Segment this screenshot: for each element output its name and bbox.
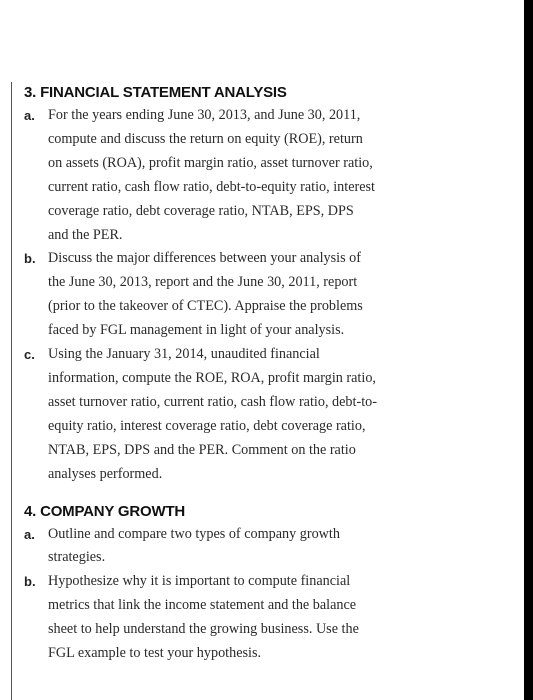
question-item (24, 343, 504, 486)
text-line: asset turnover ratio, current ratio, cash flow ratio, debt-to- (48, 393, 377, 410)
question-letter: a. (24, 526, 35, 542)
text-line: (prior to the takeover of CTEC). Appraise the problems (48, 298, 363, 315)
text-line: coverage ratio, debt coverage ratio, NTAB, EPS, DPS (48, 202, 354, 219)
question-text (48, 570, 504, 666)
text-line: sheet to help understand the growing business. Use the (48, 621, 359, 638)
text-line: the June 30, 2013, report and the June 30, 2011, report (48, 274, 358, 291)
question-item (24, 523, 504, 571)
document-page (24, 84, 504, 666)
question-letter: a. (24, 108, 35, 123)
page-edge-bar (524, 0, 533, 700)
question-text (48, 343, 504, 486)
section-title: 4. COMPANY GROWTH (24, 502, 186, 520)
text-line: faced by FGL management in light of your analysis. (48, 322, 345, 339)
text-line: analyses performed. (48, 465, 163, 482)
text-line: FGL example to test your hypothesis. (48, 645, 262, 662)
question-letter: c. (24, 347, 35, 363)
section-financial-statement-analysis (24, 84, 504, 487)
text-line: metrics that link the income statement and the balance (48, 597, 357, 614)
question-text (48, 104, 504, 247)
text-line: Outline and compare two types of company growth (48, 525, 340, 542)
question-letter: b. (24, 251, 36, 267)
text-line: compute and discuss the return on equity (ROE), return (48, 130, 363, 147)
text-line: current ratio, cash flow ratio, debt-to-equity ratio, interest (48, 178, 375, 195)
text-line: NTAB, EPS, DPS and the PER. Comment on the ratio (48, 441, 356, 458)
margin-rule (11, 82, 12, 700)
section-company-growth (24, 503, 504, 666)
text-line: information, compute the ROE, ROA, profit margin ratio, (48, 369, 376, 386)
text-line: and the PER. (48, 226, 123, 243)
text-line: Using the January 31, 2014, unaudited financial (48, 346, 320, 363)
section-title: 3. FINANCIAL STATEMENT ANALYSIS (24, 84, 287, 101)
question-text (48, 523, 504, 571)
text-line: For the years ending June 30, 2013, and June 30, 2011, (48, 107, 361, 123)
text-line: Discuss the major differences between your analysis of (48, 250, 361, 267)
question-text (48, 247, 504, 343)
question-item (24, 570, 504, 666)
text-line: on assets (ROA), profit margin ratio, asset turnover ratio, (48, 154, 373, 171)
question-letter: b. (24, 574, 36, 590)
text-line: equity ratio, interest coverage ratio, debt coverage ratio, (48, 417, 366, 434)
question-item (24, 247, 504, 343)
text-line: Hypothesize why it is important to compute financial (48, 573, 351, 590)
text-line: strategies. (48, 549, 106, 566)
question-item (24, 104, 504, 247)
